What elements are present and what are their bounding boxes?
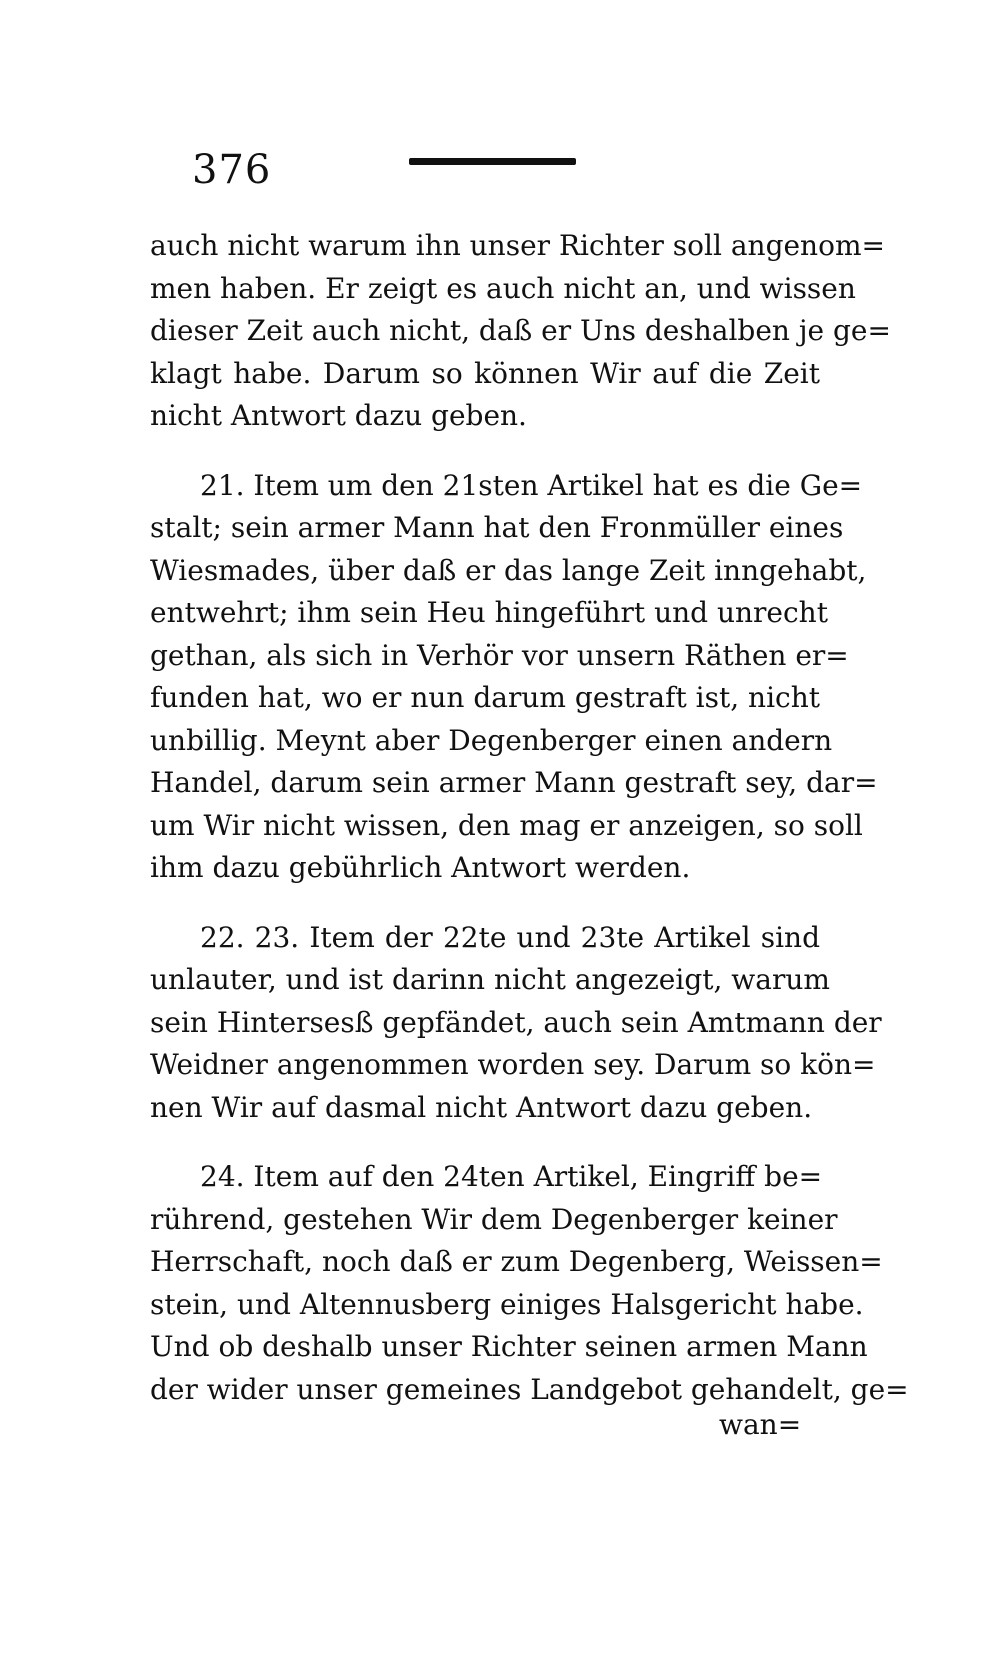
text-line: stalt; sein armer Mann hat den Fronmüller eines bbox=[150, 511, 844, 544]
text-line: Und ob deshalb unser Richter seinen armen Mann bbox=[150, 1330, 868, 1363]
text-line: Herrschaft, noch daß er zum Degenberg, Weissen= bbox=[150, 1245, 883, 1278]
text-line: Wiesmades, über daß er das lange Zeit inngehabt, bbox=[150, 553, 867, 587]
paragraph-21 bbox=[150, 465, 878, 890]
text-line: 21. Item um den 21sten Artikel hat es die Ge= bbox=[200, 468, 863, 502]
text-line: 24. Item auf den 24ten Artikel, Eingriff be= bbox=[200, 1160, 823, 1193]
text-line: entwehrt; ihm sein Heu hingeführt und unrecht bbox=[150, 596, 828, 629]
text-line: 22. 23. Item der 22te und 23te Artikel sind bbox=[200, 920, 820, 954]
text-line: nicht Antwort dazu geben. bbox=[150, 399, 527, 432]
text-line: men haben. Er zeigt es auch nicht an, und wissen bbox=[150, 271, 856, 305]
text-line: Handel, darum sein armer Mann gestraft sey, dar= bbox=[150, 766, 878, 799]
page-number: 376 bbox=[192, 147, 272, 193]
text-line: rührend, gestehen Wir dem Degenberger keiner bbox=[150, 1202, 838, 1236]
text-line: der wider unser gemeines Landgebot gehandelt, ge= bbox=[150, 1372, 909, 1406]
text-line: Weidner angenommen worden sey. Darum so kön= bbox=[150, 1048, 876, 1081]
text-line: nen Wir auf dasmal nicht Antwort dazu geben. bbox=[150, 1090, 813, 1124]
text-line: klagt habe. Darum so können Wir auf die Zeit bbox=[150, 356, 820, 390]
text-line: auch nicht warum ihn unser Richter soll angenom= bbox=[150, 229, 885, 262]
text-line: unbillig. Meynt aber Degenberger einen andern bbox=[150, 723, 833, 757]
paragraph-24 bbox=[150, 1156, 909, 1411]
body-text bbox=[150, 225, 909, 1438]
text-line: dieser Zeit auch nicht, daß er Uns deshalben je ge= bbox=[150, 314, 891, 347]
text-line: sein Hintersesß gepfändet, auch sein Amtmann der bbox=[150, 1005, 882, 1039]
text-line: ihm dazu gebührlich Antwort werden. bbox=[150, 851, 691, 884]
header-rule bbox=[409, 158, 576, 165]
text-line: unlauter, und ist darinn nicht angezeigt, warum bbox=[150, 963, 830, 996]
text-line: stein, und Altennusberg einiges Halsgericht habe. bbox=[150, 1287, 864, 1321]
text-line: um Wir nicht wissen, den mag er anzeigen, so soll bbox=[150, 808, 863, 842]
text-line: funden hat, wo er nun darum gestraft ist, nicht bbox=[150, 681, 820, 714]
text-line: gethan, als sich in Verhör vor unsern Räthen er= bbox=[150, 638, 849, 672]
catchword: wan= bbox=[719, 1408, 802, 1441]
paragraph-1 bbox=[150, 225, 891, 438]
paragraph-22-23 bbox=[150, 917, 882, 1130]
